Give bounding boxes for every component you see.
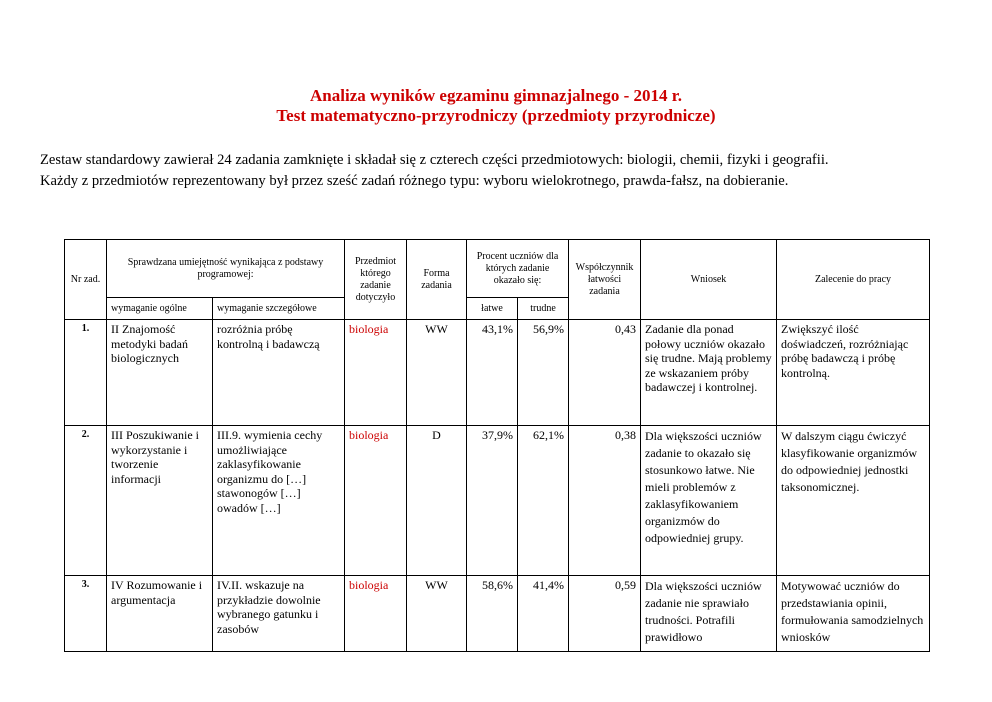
row-form: WW (407, 320, 467, 426)
header-recommendation: Zalecenie do pracy (777, 240, 930, 320)
row-specific: III.9. wymienia cechy umożliwiające zaklasyfikowanie organizmu do […] stawonogów […] owadów […] (213, 426, 345, 576)
row-form: WW (407, 576, 467, 652)
document-title (0, 86, 992, 126)
row-recommendation: W dalszym ciągu ćwiczyć klasyfikowanie organizmów do odpowiedniej jednostki taksonomicznej. (777, 426, 930, 576)
header-general: wymaganie ogólne (107, 298, 213, 320)
row-subject: biologia (345, 426, 407, 576)
row-easy: 58,6% (467, 576, 518, 652)
row-specific: rozróżnia próbę kontrolną i badawczą (213, 320, 345, 426)
header-easy: łatwe (467, 298, 518, 320)
row-general: II Znajomość metodyki badań biologicznych (107, 320, 213, 426)
row-conclusion: Dla większości uczniów zadanie to okazało się stosunkowo łatwe. Nie mieli problemów z zaklasyfikowaniem organizmów do odpowiedniej grupy. (641, 426, 777, 576)
title-line-2: Test matematyczno-przyrodniczy (przedmioty przyrodnicze) (276, 106, 716, 125)
title-line-1: Analiza wyników egzaminu gimnazjalnego - 2014 r. (310, 86, 682, 105)
row-recommendation: Zwiększyć ilość doświadczeń, rozróżniając próbę badawczą i próbę kontrolną. (777, 320, 930, 426)
row-nr: 3. (65, 576, 107, 652)
results-table (64, 239, 930, 652)
intro-line-1: Zestaw standardowy zawierał 24 zadania zamknięte i składał się z czterech części przedmiotowych: biologii, chemii, fizyki i geografii. (40, 152, 829, 168)
header-percent: Procent uczniów dla których zadanie okazało się: (467, 240, 569, 298)
header-conclusion: Wniosek (641, 240, 777, 320)
row-recommendation: Motywować uczniów do przedstawiania opinii, formułowania samodzielnych wniosków (777, 576, 930, 652)
row-form: D (407, 426, 467, 576)
row-general: IV Rozumowanie i argumentacja (107, 576, 213, 652)
table-row (65, 426, 930, 576)
row-hard: 56,9% (518, 320, 569, 426)
header-nr: Nr zad. (65, 240, 107, 320)
row-coef: 0,59 (569, 576, 641, 652)
row-conclusion: Zadanie dla ponad połowy uczniów okazało się trudne. Mają problemy ze wskazaniem próby badawczej i kontrolnej. (641, 320, 777, 426)
header-skill: Sprawdzana umiejętność wynikająca z podstawy programowej: (107, 240, 345, 298)
header-specific: wymaganie szczegółowe (213, 298, 345, 320)
row-conclusion: Dla większości uczniów zadanie nie sprawiało trudności. Potrafili prawidłowo (641, 576, 777, 652)
row-subject: biologia (345, 320, 407, 426)
row-nr: 1. (65, 320, 107, 426)
row-hard: 41,4% (518, 576, 569, 652)
intro-paragraph (40, 150, 960, 192)
row-easy: 43,1% (467, 320, 518, 426)
header-form: Forma zadania (407, 240, 467, 320)
row-nr: 2. (65, 426, 107, 576)
row-coef: 0,38 (569, 426, 641, 576)
row-general: III Poszukiwanie i wykorzystanie i tworzenie informacji (107, 426, 213, 576)
table-row (65, 576, 930, 652)
row-specific: IV.II. wskazuje na przykładzie dowolnie wybranego gatunku i zasobów (213, 576, 345, 652)
row-coef: 0,43 (569, 320, 641, 426)
header-hard: trudne (518, 298, 569, 320)
row-easy: 37,9% (467, 426, 518, 576)
table-row (65, 320, 930, 426)
row-hard: 62,1% (518, 426, 569, 576)
row-subject: biologia (345, 576, 407, 652)
intro-line-2: Każdy z przedmiotów reprezentowany był przez sześć zadań różnego typu: wyboru wielokrotnego, prawda-fałsz, na dobieranie. (40, 173, 789, 189)
header-subject: Przedmiot którego zadanie dotyczyło (345, 240, 407, 320)
header-coef: Współczynnik łatwości zadania (569, 240, 641, 320)
